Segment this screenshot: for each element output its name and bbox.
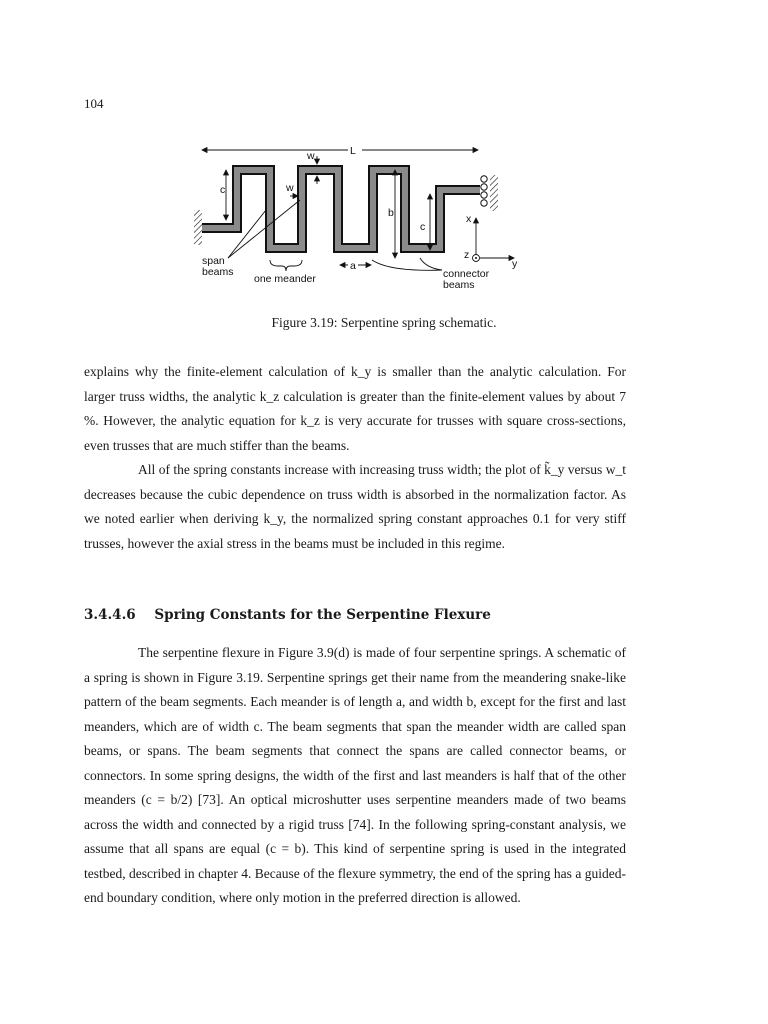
label-span-beams-1: span [202,255,225,267]
body-text-top [84,360,626,556]
label-w-mid: w [286,182,294,194]
roller-support [481,176,487,206]
label-x-axis: x [466,213,472,225]
label-connector-beams-2: beams [443,279,475,291]
label-c-left: c [220,184,226,196]
label-one-meander: one meander [254,273,316,285]
paragraph: All of the spring constants increase with increasing truss width; the plot of k̃_y versus w_t decreases because the cubic dependence on truss width is absorbed in the normalization factor. As we noted earlier when deriving k_y, the normalized spring constant approaches 0.1 for very stiff trusses, however the axial stress in the beams must be included in this regime. [84,462,626,551]
label-connector-beams-1: connector [443,268,490,280]
label-z-axis: z [464,249,470,261]
right-anchor [490,175,498,211]
label-span-beams-2: beams [202,266,234,278]
label-y-axis: y [512,258,518,270]
paragraph: The serpentine flexure in Figure 3.9(d) is made of four serpentine springs. A schematic of a spring is shown in Figure 3.19. Serpentine springs get their name from the meandering snake-like pattern of the beam segments. Each meander is of length a, and width b, except for the first and last meanders, which are of width c. The beam segments that span the meander width are called span beams, or spans. The beam segments that connect the spans are called connector beams, or connectors. In some spring designs, the width of the first and last meanders is half that of the other meanders (c = b/2) [73]. An optical microshutter uses serpentine meanders made of two beams across the width and connected by a rigid truss [74]. In the following spring-constant analysis, we assume that all spans are equal (c = b). This kind of serpentine spring is used in the integrated testbed, described in chapter 4. Because of the flexure symmetry, the end of the spring has a guided-end boundary condition, where only motion in the preferred direction is allowed. [84,645,626,905]
left-anchor [194,210,202,245]
label-l: L [350,145,356,157]
paragraph: explains why the finite-element calculation of k_y is smaller than the analytic calculation. For larger truss widths, the analytic k_z calculation is greater than the finite-element values by about 7 %. However, the analytic equation for k_z is very accurate for trusses with square cross-sections, even trusses that are much stiffer than the beams. [84,364,626,453]
label-c-right: c [420,221,426,233]
section-heading [84,607,491,623]
figure-caption: Figure 3.19: Serpentine spring schematic. [271,315,497,330]
body-text-bottom [84,641,626,911]
serpentine-spring-schematic [190,140,530,300]
label-w-top: w [307,150,315,162]
serpentine-spring-figure [190,140,530,300]
label-b: b [388,207,394,219]
page-number: 104 [84,96,104,111]
coordinate-axes [473,218,515,262]
section-title: Spring Constants for the Serpentine Flexure [154,607,491,623]
label-a: a [350,260,356,272]
section-number: 3.4.4.6 [84,607,136,623]
